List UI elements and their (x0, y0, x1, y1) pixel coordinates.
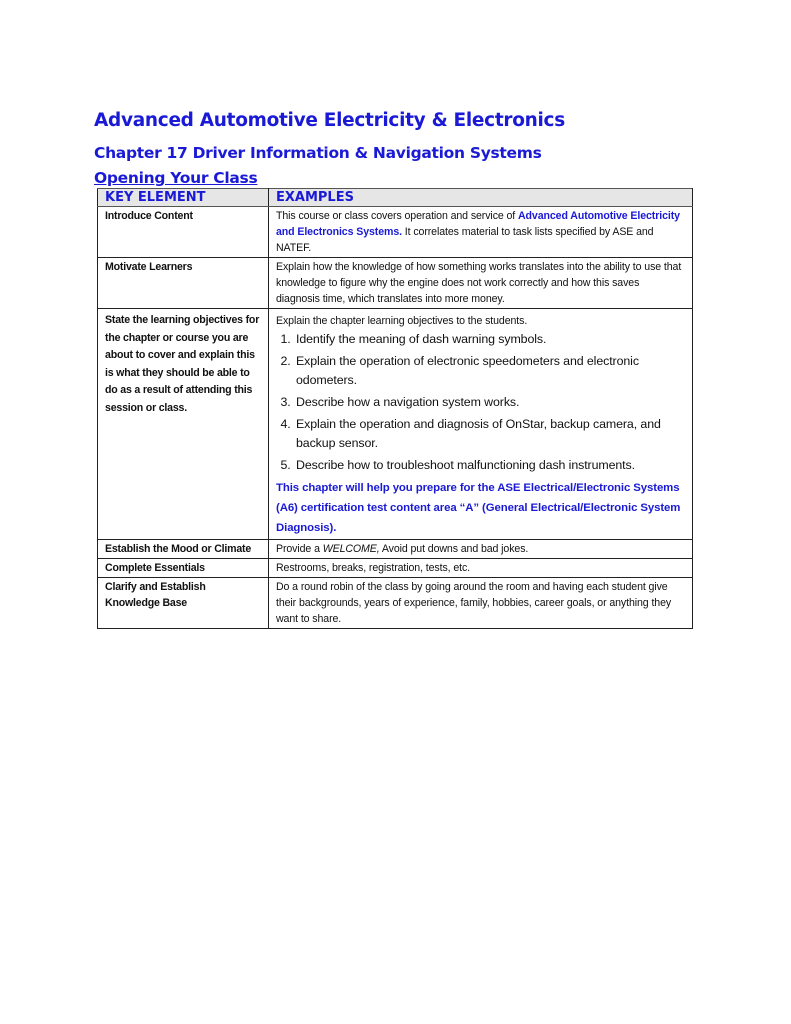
objective-item: 1. Identify the meaning of dash warning symbols. (294, 330, 684, 349)
table-row (98, 309, 693, 540)
document-title: Advanced Automotive Electricity & Electronics (94, 110, 565, 131)
chapter-subtitle: Chapter 17 Driver Information & Navigation Systems (94, 144, 542, 162)
example-cell: Restrooms, breaks, registration, tests, etc. (269, 559, 693, 578)
table-header-row (98, 189, 693, 207)
example-text: Avoid put downs and bad jokes. (379, 543, 529, 555)
key-element-cell: Complete Essentials (98, 559, 269, 578)
welcome-emphasis: WELCOME, (322, 543, 380, 555)
opening-your-class-link[interactable]: Opening Your Class (94, 169, 258, 187)
example-text: It correlates material to task lists specified by ASE and NATEF. (276, 226, 654, 254)
key-element-cell: Introduce Content (98, 207, 269, 258)
table-row (98, 559, 693, 578)
example-cell: Explain how the knowledge of how something works translates into the ability to use that knowledge to figure why the engine does not work correctly and how this saves diagnosis time, which translates into more money. (269, 258, 693, 309)
objective-item: 3. Describe how a navigation system works. (294, 393, 684, 412)
example-cell (269, 309, 693, 540)
table-row (98, 207, 693, 258)
example-text: Provide a (276, 543, 323, 555)
example-cell: Do a round robin of the class by going around the room and having each student give their backgrounds, years of experience, family, hobbies, career goals, or anything they want to share. (269, 578, 693, 629)
key-element-cell: Clarify and Establish Knowledge Base (98, 578, 269, 629)
course-name-highlight: Advanced Automotive Electricity and Electronics Systems. (276, 210, 680, 238)
objective-item: 4. Explain the operation and diagnosis of OnStar, backup camera, and backup sensor. (294, 415, 684, 453)
example-text: This course or class covers operation and service of (276, 210, 518, 222)
objective-item: 2. Explain the operation of electronic speedometers and electronic odometers. (294, 352, 684, 390)
examples-header: EXAMPLES (269, 189, 693, 207)
example-cell (269, 207, 693, 258)
objectives-intro: Explain the chapter learning objectives to the students. (276, 315, 528, 327)
ase-certification-note: This chapter will help you prepare for the ASE Electrical/Electronic Systems (A6) certification test content area “A” (General Electrical/Electronic System Diagnosis). (276, 482, 681, 534)
key-element-cell: State the learning objectives for the chapter or course you are about to cover and explain this is what they should be able to do as a result of attending this session or class. (98, 309, 269, 540)
objective-item: 5. Describe how to troubleshoot malfunctioning dash instruments. (294, 456, 684, 475)
table-row (98, 540, 693, 559)
key-element-header: KEY ELEMENT (98, 189, 269, 207)
lesson-plan-table (97, 188, 693, 629)
key-element-cell: Motivate Learners (98, 258, 269, 309)
example-cell (269, 540, 693, 559)
table-row (98, 258, 693, 309)
key-element-cell: Establish the Mood or Climate (98, 540, 269, 559)
objectives-list (276, 330, 684, 475)
table-row (98, 578, 693, 629)
